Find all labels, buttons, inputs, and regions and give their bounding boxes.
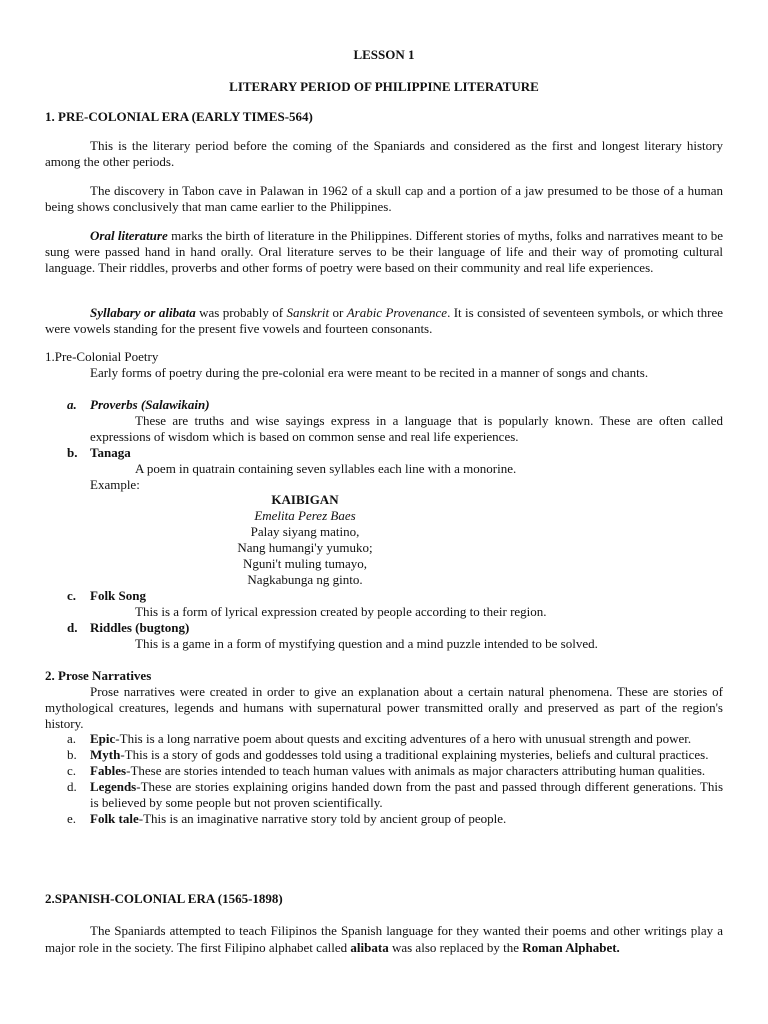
section1-heading: 1. PRE-COLONIAL ERA (EARLY TIMES-564) [45, 109, 313, 124]
item-term: Epic [90, 731, 116, 746]
item-text: -These are stories intended to teach human values with animals as major characters attributing human qualities. [126, 763, 706, 778]
arabic-provenance-term: Arabic Provenance [346, 305, 448, 320]
item-term: Legends [90, 779, 137, 794]
item-title: Proverbs (Salawikain) [90, 397, 210, 412]
poetry-intro: Early forms of poetry during the pre-colonial era were meant to be recited in a manner of songs and chants. [90, 365, 649, 380]
section1-paragraph-3 [45, 228, 723, 276]
sanskrit-term: Sanskrit [286, 305, 330, 320]
section1-paragraph-2: The discovery in Tabon cave in Palawan in 1962 of a skull cap and a portion of a jaw presumed to be those of a human being shows conclusively that man came earlier to the Philippines. [45, 183, 723, 214]
section2-paragraph [45, 922, 723, 956]
item-term: Myth [90, 747, 121, 762]
poem-title: KAIBIGAN [271, 492, 339, 507]
oral-literature-term: Oral literature [90, 228, 168, 243]
item-title: Tanaga [90, 445, 131, 460]
section2-heading: 2.SPANISH-COLONIAL ERA (1565-1898) [45, 891, 283, 906]
item-text: -This is an imaginative narrative story told by ancient group of people. [138, 811, 507, 826]
item-marker: c. [67, 588, 77, 603]
item-marker: c. [67, 763, 77, 778]
prose-list [45, 731, 723, 827]
item-marker: a. [67, 731, 77, 746]
item-text: -This is a long narrative poem about quests and exciting adventures of a hero with unusual strength and power. [115, 731, 692, 746]
list-item [45, 763, 723, 779]
list-item [45, 779, 723, 811]
folk-song-description: This is a form of lyrical expression created by people according to their region. [135, 604, 547, 619]
proverbs-description: These are truths and wise sayings express in a language that is popularly known. These are often called expressions of wisdom which is based on common sense and real life experiences. [90, 413, 723, 444]
syllabary-text-a: was probably of [195, 305, 287, 320]
tanaga-description: A poem in quatrain containing seven syllables each line with a monorine. [135, 461, 517, 476]
list-item [45, 731, 723, 747]
poem-author: Emelita Perez Baes [254, 508, 356, 523]
item-marker: b. [67, 445, 78, 460]
item-text: -These are stories explaining origins handed down from the past and passed through different generations. This is believed by some people but not proven scientifically. [90, 779, 723, 810]
item-marker: d. [67, 779, 77, 794]
list-item [45, 811, 723, 827]
syllabary-text-c: or [329, 305, 347, 320]
riddles-description: This is a game in a form of mystifying question and a mind puzzle intended to be solved. [135, 636, 598, 651]
poem-line: Palay siyang matino, [250, 524, 360, 539]
section2-text-c: was also replaced by the [388, 940, 523, 955]
roman-alphabet-term: Roman Alphabet. [522, 940, 620, 955]
item-term: Folk tale [90, 811, 139, 826]
page-title: LITERARY PERIOD OF PHILIPPINE LITERATURE [229, 79, 539, 94]
item-title: Riddles (bugtong) [90, 620, 190, 635]
alibata-term: alibata [350, 940, 389, 955]
prose-heading: 2. Prose Narratives [45, 668, 152, 683]
list-item [45, 747, 723, 763]
item-marker: b. [67, 747, 77, 762]
item-marker: e. [67, 811, 77, 826]
section2-text-a: The Spaniards attempted to teach Filipinos the Spanish language for they wanted their poems and other writings play a major role in the society. The first Filipino alphabet called [45, 923, 723, 955]
poem-block [45, 492, 565, 588]
section1-paragraph-1: This is the literary period before the coming of the Spaniards and considered as the first and longest literary history among the other periods. [45, 138, 723, 169]
item-marker: d. [67, 620, 78, 635]
poem-line: Nagkabunga ng ginto. [247, 572, 363, 587]
prose-intro: Prose narratives were created in order to give an explanation about a certain natural phenomena. These are stories of mythological creatures, legends and humans with supernatural power transmitted orally and preserved as part of the region's history. [45, 684, 723, 731]
oral-literature-text: marks the birth of literature in the Philippines. Different stories of myths, folks and narratives meant to be sung were passed hand in hand orally. Oral literature serves to be their language of life and their way of promoting cultural language. Their riddles, proverbs and other forms of poetry were based on their community and real life experiences. [45, 228, 723, 275]
example-label: Example: [90, 477, 140, 492]
section1-paragraph-4 [45, 305, 723, 337]
item-text: -This is a story of gods and goddesses told using a traditional explaining mysteries, beliefs and cultural practices. [120, 747, 709, 762]
item-title: Folk Song [90, 588, 146, 603]
poetry-heading: 1.Pre-Colonial Poetry [45, 349, 159, 364]
poem-line: Nguni't muling tumayo, [242, 556, 368, 571]
lesson-label: LESSON 1 [353, 47, 415, 62]
poem-line: Nang humangi'y yumuko; [237, 540, 373, 555]
syllabary-text-e: . It is consisted of seventeen symbols, or which three were vowels standing for the present five vowels and fourteen consonants. [45, 305, 723, 336]
syllabary-term: Syllabary or alibata [90, 305, 196, 320]
item-term: Fables [90, 763, 127, 778]
item-marker: a. [67, 397, 77, 412]
